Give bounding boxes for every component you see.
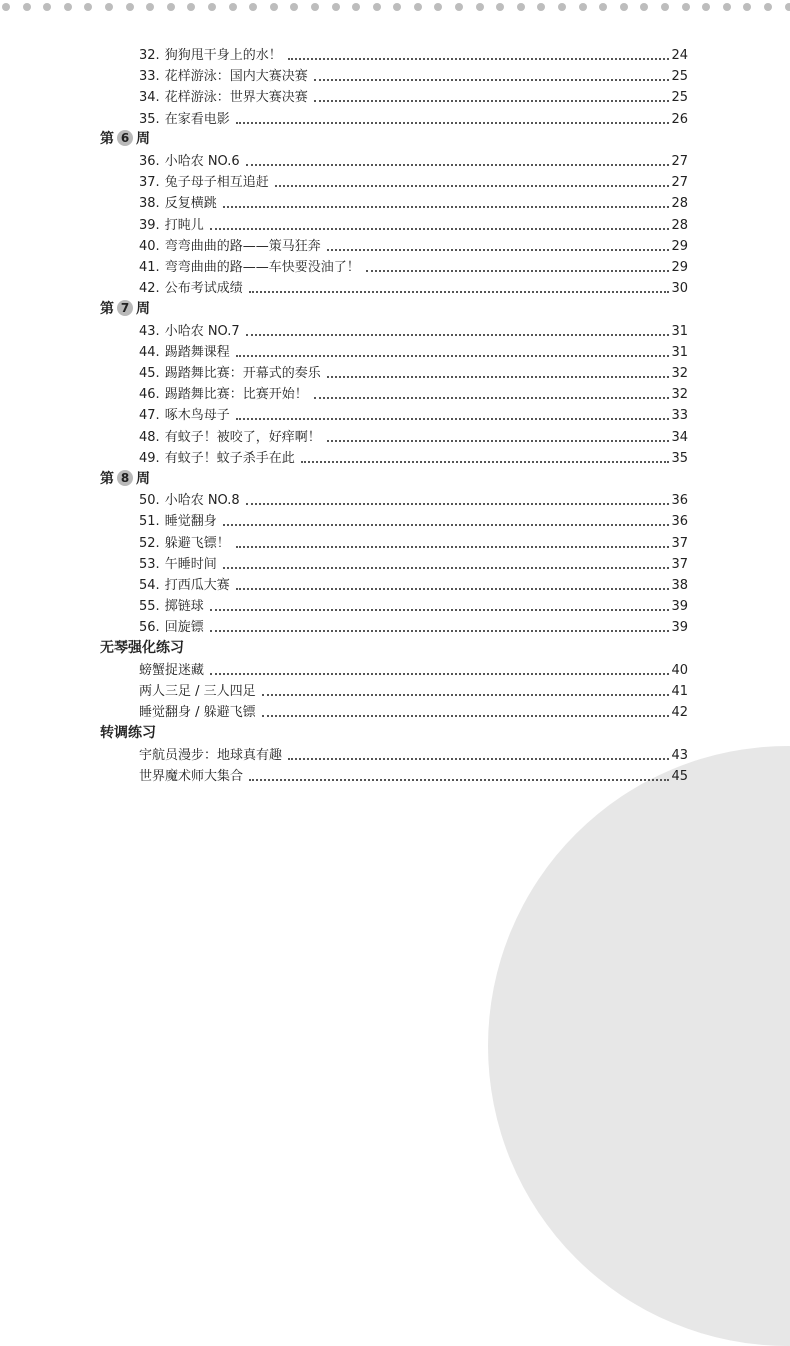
dot-leader	[249, 779, 669, 781]
toc-entry	[139, 700, 688, 721]
entry-title: 花样游泳：国内大赛决赛	[164, 69, 308, 85]
entry-title: 狗狗甩干身上的水！	[164, 48, 282, 63]
toc-entry	[139, 615, 688, 636]
border-dot	[352, 3, 360, 11]
entry-page-number: 39	[671, 599, 688, 615]
border-dot	[2, 3, 10, 11]
entry-title: 小哈农 NO.8	[164, 493, 240, 509]
week-suffix: 周	[136, 131, 150, 148]
entry-number: 55.	[139, 599, 160, 615]
entry-title: 有蚊子！被咬了，好痒啊！	[164, 429, 321, 445]
entry-number: 52.	[139, 535, 160, 551]
section-heading: 转调练习	[100, 724, 156, 741]
toc-entry	[139, 743, 688, 764]
entry-label	[139, 492, 240, 509]
border-dot	[208, 3, 216, 11]
entry-label	[139, 89, 308, 106]
week-heading	[100, 467, 150, 488]
border-dot	[290, 3, 298, 11]
section-heading: 无琴强化练习	[100, 640, 184, 657]
entry-page-number: 45	[671, 768, 688, 784]
toc-entry	[139, 340, 688, 361]
entry-label	[139, 217, 204, 234]
entry-page-number: 36	[671, 493, 688, 509]
border-dot	[682, 3, 690, 11]
border-dot	[414, 3, 422, 11]
entry-label	[139, 513, 217, 530]
entry-title: 踢踏舞比赛：比赛开始！	[164, 387, 308, 403]
entry-page-number: 30	[671, 281, 688, 297]
entry-page-number: 33	[671, 408, 688, 424]
week-heading	[100, 297, 150, 318]
dot-leader	[246, 164, 670, 166]
entry-number: 43.	[139, 323, 160, 339]
entry-label	[139, 153, 240, 170]
entry-title: 世界魔术师大集合	[139, 768, 244, 784]
entry-number: 54.	[139, 578, 160, 593]
entry-page-number: 28	[671, 196, 688, 212]
toc-entry	[139, 276, 688, 297]
border-dot	[393, 3, 401, 11]
toc-entry	[139, 552, 688, 573]
dot-leader	[236, 546, 670, 548]
entry-label	[139, 344, 230, 361]
toc-entry	[139, 658, 688, 679]
entry-page-number: 28	[671, 217, 688, 233]
entry-page-number: 40	[671, 662, 688, 678]
entry-label	[139, 662, 204, 679]
border-dot	[434, 3, 442, 11]
border-dot	[167, 3, 175, 11]
entry-number: 49.	[139, 450, 160, 466]
dot-leader	[275, 185, 670, 187]
dot-leader	[327, 376, 670, 378]
entry-page-number: 39	[671, 620, 688, 636]
entry-label	[139, 429, 321, 446]
entry-page-number: 29	[671, 260, 688, 275]
dot-leader	[314, 79, 670, 81]
border-dot	[187, 3, 195, 11]
toc-entry	[139, 361, 688, 382]
entry-title: 在家看电影	[164, 111, 230, 127]
toc-entry	[139, 488, 688, 509]
entry-number: 33.	[139, 69, 160, 85]
entry-number: 39.	[139, 217, 160, 233]
dot-leader	[327, 249, 670, 251]
entry-title: 睡觉翻身	[164, 514, 217, 530]
entry-page-number: 42	[671, 705, 688, 721]
week-number-badge: 8	[117, 470, 133, 486]
border-dot	[332, 3, 340, 11]
toc-entry	[139, 594, 688, 615]
entry-label	[139, 619, 204, 636]
toc-entry	[139, 64, 688, 85]
entry-label	[139, 577, 230, 594]
entry-title: 踢踏舞课程	[164, 344, 230, 360]
toc-entry	[139, 255, 688, 276]
entry-page-number: 25	[671, 90, 688, 106]
entry-number: 47.	[139, 408, 160, 424]
entry-page-number: 37	[671, 556, 688, 572]
toc-entry	[139, 319, 688, 340]
toc-entry	[139, 213, 688, 234]
dot-leader	[236, 355, 670, 357]
border-dot	[373, 3, 381, 11]
border-dot	[455, 3, 463, 11]
week-prefix: 第	[100, 470, 114, 487]
toc-entry	[139, 764, 688, 785]
entry-number: 53.	[139, 556, 160, 572]
entry-number: 45.	[139, 366, 160, 381]
border-dot	[476, 3, 484, 11]
entry-number: 51.	[139, 514, 160, 530]
entry-page-number: 41	[671, 684, 688, 699]
week-prefix: 第	[100, 131, 114, 148]
dot-leader	[236, 418, 670, 420]
entry-title: 睡觉翻身 / 躲避飞镖	[139, 705, 256, 721]
entry-label	[139, 280, 243, 297]
border-dot	[661, 3, 669, 11]
entry-title: 小哈农 NO.7	[164, 323, 240, 339]
entry-number: 42.	[139, 281, 160, 297]
toc-entry	[139, 425, 688, 446]
dot-leader	[210, 609, 670, 611]
entry-label	[139, 450, 295, 467]
entry-page-number: 26	[671, 111, 688, 127]
entry-number: 32.	[139, 48, 160, 63]
dot-leader	[210, 630, 670, 632]
entry-page-number: 34	[671, 429, 688, 445]
entry-label	[139, 556, 217, 573]
entry-page-number: 29	[671, 238, 688, 254]
week-number-badge: 6	[117, 130, 133, 146]
dot-leader	[262, 715, 670, 717]
toc-entry	[139, 85, 688, 106]
dot-leader	[314, 397, 670, 399]
toc-entry	[139, 170, 688, 191]
entry-number: 38.	[139, 196, 160, 212]
entry-label	[139, 195, 217, 212]
entry-label	[139, 47, 282, 64]
decorative-circle	[488, 746, 790, 1346]
border-dot	[537, 3, 545, 11]
entry-title: 公布考试成绩	[164, 281, 243, 297]
border-dot	[105, 3, 113, 11]
entry-page-number: 27	[671, 154, 688, 169]
entry-label	[139, 598, 204, 615]
border-dot	[743, 3, 751, 11]
entry-page-number: 43	[671, 747, 688, 763]
border-dot	[249, 3, 257, 11]
entry-label	[139, 407, 230, 424]
dot-leader	[262, 694, 670, 696]
dot-leader	[314, 100, 670, 102]
toc-entry	[139, 509, 688, 530]
entry-title: 躲避飞镖！	[164, 535, 230, 551]
entry-page-number: 24	[671, 48, 688, 63]
border-dot	[23, 3, 31, 11]
entry-label	[139, 365, 321, 382]
entry-number: 46.	[139, 387, 160, 403]
entry-page-number: 37	[671, 535, 688, 551]
border-dot	[270, 3, 278, 11]
entry-title: 螃蟹捉迷藏	[139, 662, 205, 678]
entry-title: 午睡时间	[164, 556, 217, 572]
border-dot	[599, 3, 607, 11]
entry-page-number: 31	[671, 323, 688, 339]
entry-label	[139, 386, 308, 403]
entry-label	[139, 323, 240, 340]
border-dot	[229, 3, 237, 11]
entry-page-number: 27	[671, 175, 688, 191]
border-dot	[702, 3, 710, 11]
week-suffix: 周	[136, 300, 150, 317]
border-dot	[496, 3, 504, 11]
entry-title: 有蚊子！蚊子杀手在此	[164, 450, 295, 466]
entry-label	[139, 704, 256, 721]
entry-label	[139, 768, 243, 785]
entry-number: 34.	[139, 90, 160, 106]
entry-title: 花样游泳：世界大赛决赛	[164, 90, 308, 106]
dot-leader	[366, 270, 670, 272]
entry-label	[139, 535, 230, 552]
toc-entry	[139, 446, 688, 467]
entry-label	[139, 683, 256, 700]
entry-label	[139, 747, 282, 764]
toc-entry	[139, 382, 688, 403]
border-dot	[517, 3, 525, 11]
entry-page-number: 32	[671, 366, 688, 381]
entry-number: 44.	[139, 344, 160, 360]
dot-leader	[288, 58, 670, 60]
border-dot	[785, 3, 790, 11]
entry-number: 48.	[139, 429, 160, 445]
entry-title: 弯弯曲曲的路——车快要没油了！	[164, 260, 360, 275]
entry-page-number: 35	[671, 450, 688, 466]
border-dot	[84, 3, 92, 11]
border-dot	[764, 3, 772, 11]
toc-entry	[139, 403, 688, 424]
entry-title: 两人三足 / 三人四足	[139, 684, 256, 699]
entry-label	[139, 111, 230, 128]
entry-number: 40.	[139, 238, 160, 254]
dot-leader	[223, 524, 670, 526]
entry-label	[139, 68, 308, 85]
border-dot	[43, 3, 51, 11]
entry-title: 掷链球	[164, 599, 204, 615]
week-number-badge: 7	[117, 300, 133, 316]
border-dot	[64, 3, 72, 11]
entry-title: 反复横跳	[164, 196, 217, 212]
toc-entry	[139, 149, 688, 170]
border-dot	[620, 3, 628, 11]
border-dot	[126, 3, 134, 11]
entry-number: 35.	[139, 111, 160, 127]
dot-leader	[249, 291, 670, 293]
week-prefix: 第	[100, 300, 114, 317]
entry-number: 37.	[139, 175, 160, 191]
entry-title: 打西瓜大赛	[164, 578, 230, 593]
entry-label	[139, 238, 321, 255]
border-dot	[146, 3, 154, 11]
dot-leader	[301, 461, 670, 463]
entry-page-number: 32	[671, 387, 688, 403]
dot-leader	[246, 334, 670, 336]
border-dot	[311, 3, 319, 11]
week-suffix: 周	[136, 470, 150, 487]
entry-number: 36.	[139, 154, 160, 169]
dot-leader	[246, 503, 670, 505]
entry-label	[139, 174, 269, 191]
entry-page-number: 38	[671, 578, 688, 593]
entry-title: 宇航员漫步：地球真有趣	[139, 747, 283, 763]
entry-title: 兔子母子相互追赶	[164, 175, 269, 191]
dot-leader	[327, 440, 670, 442]
dot-leader	[210, 673, 669, 675]
entry-title: 小哈农 NO.6	[164, 154, 240, 169]
dot-leader	[223, 206, 670, 208]
entry-page-number: 25	[671, 69, 688, 85]
border-dot	[723, 3, 731, 11]
dot-leader	[236, 588, 670, 590]
toc-entry	[139, 191, 688, 212]
toc-entry	[139, 679, 688, 700]
dot-leader	[210, 228, 670, 230]
toc-entry	[139, 107, 688, 128]
decorative-dot-border	[0, 0, 790, 14]
entry-title: 打盹儿	[164, 217, 204, 233]
toc-entry	[139, 573, 688, 594]
entry-title: 弯弯曲曲的路——策马狂奔	[164, 238, 321, 254]
entry-title: 踢踏舞比赛：开幕式的奏乐	[164, 366, 321, 381]
entry-number: 41.	[139, 260, 160, 275]
dot-leader	[288, 758, 669, 760]
entry-number: 50.	[139, 493, 160, 509]
entry-title: 啄木鸟母子	[164, 408, 230, 424]
toc-entry	[139, 43, 688, 64]
toc-entry	[139, 531, 688, 552]
border-dot	[640, 3, 648, 11]
dot-leader	[236, 122, 670, 124]
border-dot	[558, 3, 566, 11]
entry-page-number: 31	[671, 344, 688, 360]
entry-page-number: 36	[671, 514, 688, 530]
entry-label	[139, 259, 360, 276]
entry-title: 回旋镖	[164, 620, 204, 636]
entry-number: 56.	[139, 620, 160, 636]
border-dot	[579, 3, 587, 11]
dot-leader	[223, 567, 670, 569]
toc-entry	[139, 234, 688, 255]
week-heading	[100, 128, 150, 149]
